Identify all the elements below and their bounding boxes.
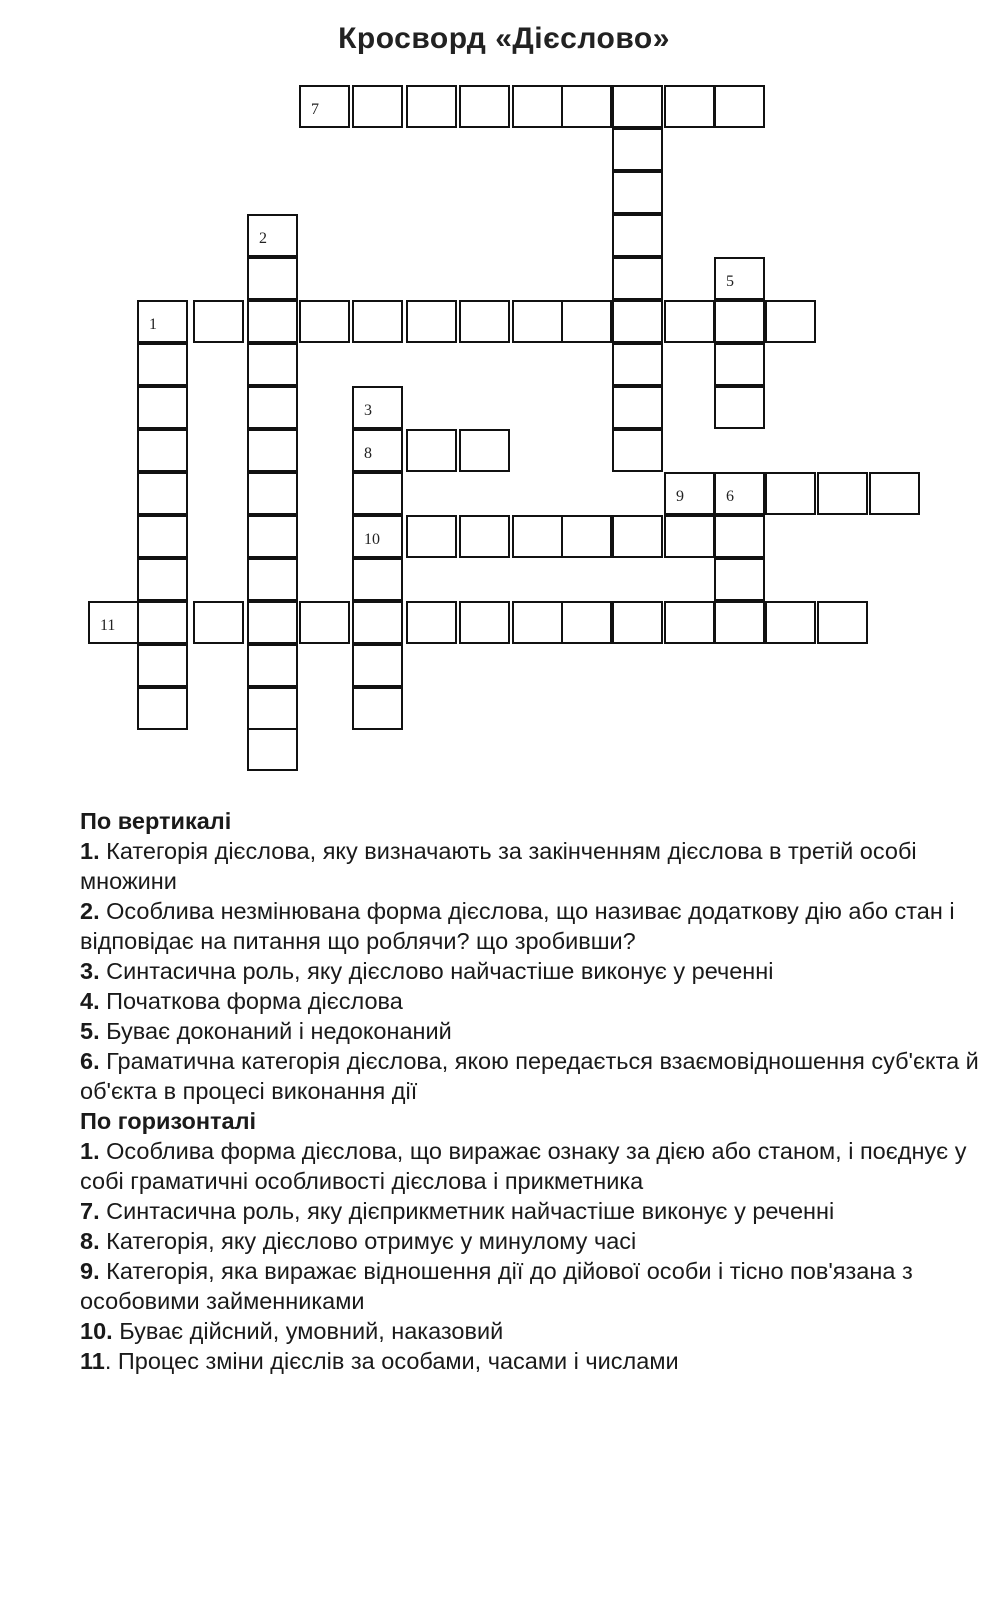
crossword-cell[interactable] [765,300,816,343]
crossword-cell[interactable] [137,601,188,644]
clue-number-label: 11 [100,617,116,634]
crossword-cell[interactable] [406,515,457,558]
crossword-cell[interactable] [664,601,715,644]
crossword-cell[interactable] [512,300,563,343]
crossword-cell[interactable] [352,687,403,730]
crossword-cell[interactable] [247,472,298,515]
crossword-cell[interactable] [406,300,457,343]
clue-number-label: 2 [259,230,267,247]
crossword-cell[interactable] [765,472,816,515]
crossword-cell[interactable] [512,515,563,558]
crossword-cell[interactable] [664,515,715,558]
crossword-cell[interactable] [512,601,563,644]
crossword-cell[interactable] [247,300,298,343]
crossword-cell[interactable] [459,515,510,558]
crossword-cell[interactable] [247,214,298,257]
vertical-clue-2: 2. Особлива незмінювана форма дієслова, що називає додаткову дію або стан і відповідає на питання що роблячи? що зробивши? [80,898,955,954]
vertical-clue-5: 5. Буває доконаний і недоконаний [80,1018,452,1044]
horizontal-clue-10: 10. Буває дійсний, умовний, наказовий [80,1318,504,1344]
crossword-cell[interactable] [459,601,510,644]
crossword-cell[interactable] [612,515,663,558]
clues-panel [80,806,980,1376]
crossword-cell[interactable] [247,601,298,644]
crossword-cell[interactable] [352,429,403,472]
crossword-cell[interactable] [714,472,765,515]
crossword-cell[interactable] [612,601,663,644]
clue-number-label: 1 [149,316,157,333]
crossword-cell[interactable] [406,85,457,128]
crossword-cell[interactable] [137,472,188,515]
crossword-cell[interactable] [561,300,612,343]
crossword-cell[interactable] [137,343,188,386]
horizontal-clue-9: 9. Категорія, яка виражає відношення дії до дійової особи і тісно пов'язана з особовими займенниками [80,1258,913,1314]
crossword-cell[interactable] [137,386,188,429]
crossword-cell[interactable] [714,558,765,601]
crossword-cell[interactable] [352,85,403,128]
horizontal-clue-7: 7. Синтасична роль, яку дієприкметник найчастіше виконує у реченні [80,1198,835,1224]
clue-number-label: 6 [726,488,734,505]
crossword-cell[interactable] [714,257,765,300]
crossword-cell[interactable] [299,300,350,343]
crossword-cell[interactable] [714,85,765,128]
crossword-cell[interactable] [459,300,510,343]
crossword-cell[interactable] [512,85,563,128]
crossword-cell[interactable] [193,300,244,343]
crossword-cell[interactable] [714,515,765,558]
crossword-cell[interactable] [352,515,403,558]
crossword-cell[interactable] [352,386,403,429]
vertical-clue-4: 4. Початкова форма дієслова [80,988,403,1014]
crossword-cell[interactable] [612,85,663,128]
crossword-cell[interactable] [561,515,612,558]
crossword-cell[interactable] [352,644,403,687]
crossword-cell[interactable] [664,300,715,343]
crossword-cell[interactable] [137,687,188,730]
horizontal-clue-8: 8. Категорія, яку дієслово отримує у минулому часі [80,1228,637,1254]
crossword-cell[interactable] [352,558,403,601]
crossword-cell[interactable] [612,214,663,257]
crossword-cell[interactable] [247,386,298,429]
crossword-cell[interactable] [612,171,663,214]
crossword-cell[interactable] [612,429,663,472]
crossword-cell[interactable] [612,386,663,429]
vertical-clue-1: 1. Категорія дієслова, яку визначають за закінченням дієслова в третій особі множини [80,838,917,894]
crossword-cell[interactable] [247,429,298,472]
crossword-cell[interactable] [612,257,663,300]
crossword-grid [0,0,1008,800]
crossword-cell[interactable] [817,472,868,515]
clue-number-label: 9 [676,488,684,505]
crossword-cell[interactable] [459,85,510,128]
crossword-cell[interactable] [137,300,188,343]
clue-number-label: 5 [726,273,734,290]
horizontal-clue-11: 11. Процес зміни дієслів за особами, часами і числами [80,1348,679,1374]
crossword-cell[interactable] [714,300,765,343]
crossword-cell[interactable] [137,429,188,472]
clue-number-label: 7 [311,101,319,118]
vertical-clue-6: 6. Граматична категорія дієслова, якою передається взаємовідношення суб'єкта й об'єкта в процесі виконання дії [80,1048,979,1104]
crossword-cell[interactable] [714,386,765,429]
crossword-cell[interactable] [612,300,663,343]
crossword-cell[interactable] [561,601,612,644]
clue-number-label: 8 [364,445,372,462]
crossword-cell[interactable] [352,472,403,515]
crossword-cell[interactable] [299,85,350,128]
crossword-cell[interactable] [612,128,663,171]
crossword-cell[interactable] [137,558,188,601]
crossword-cell[interactable] [817,601,868,644]
crossword-cell[interactable] [561,85,612,128]
crossword-cell[interactable] [247,257,298,300]
crossword-cell[interactable] [664,472,715,515]
crossword-cell[interactable] [137,644,188,687]
vertical-clue-3: 3. Синтасична роль, яку дієслово найчастіше виконує у реченні [80,958,774,984]
crossword-cell[interactable] [193,601,244,644]
crossword-cell[interactable] [247,343,298,386]
crossword-cell[interactable] [247,687,298,730]
clue-number-label: 10 [364,531,380,548]
clue-number-label: 3 [364,402,372,419]
crossword-cell[interactable] [714,343,765,386]
crossword-cell[interactable] [869,472,920,515]
crossword-cell[interactable] [247,515,298,558]
crossword-cell[interactable] [247,644,298,687]
crossword-cell[interactable] [406,429,457,472]
crossword-cell[interactable] [299,601,350,644]
crossword-cell[interactable] [247,728,298,771]
vertical-heading: По вертикалі [80,808,232,834]
crossword-cell[interactable] [612,343,663,386]
crossword-cell[interactable] [406,601,457,644]
crossword-cell[interactable] [459,429,510,472]
crossword-cell[interactable] [137,515,188,558]
crossword-cell[interactable] [714,601,765,644]
crossword-cell[interactable] [88,601,139,644]
crossword-cell[interactable] [352,601,403,644]
crossword-cell[interactable] [664,85,715,128]
crossword-cell[interactable] [352,300,403,343]
crossword-cell[interactable] [765,601,816,644]
horizontal-clue-1: 1. Особлива форма дієслова, що виражає ознаку за дією або станом, і поєднує у собі граматичні особливості дієслова і прикметника [80,1138,967,1194]
crossword-cell[interactable] [247,558,298,601]
horizontal-heading: По горизонталі [80,1108,257,1134]
crossword-title: Кросворд «Дієслово» [338,22,670,55]
